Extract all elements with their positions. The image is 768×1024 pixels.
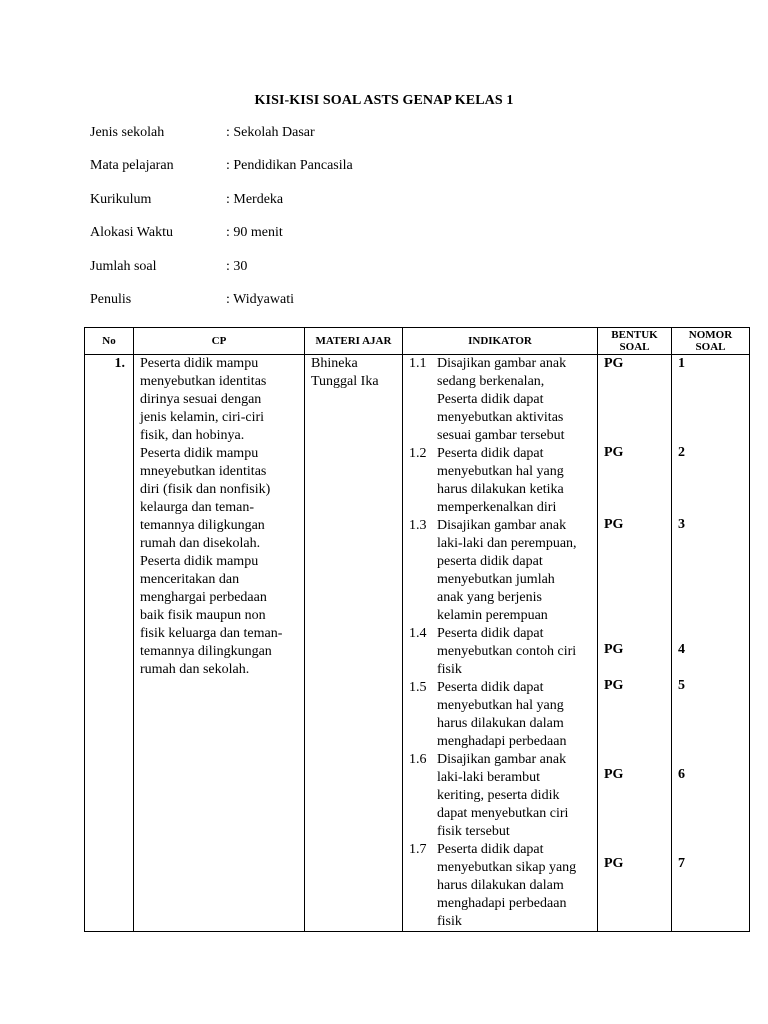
bentuk-soal-value: PG — [604, 767, 624, 782]
indikator-line: Disajikan gambar anak — [437, 356, 567, 371]
indikator-text — [437, 517, 597, 625]
cp-line: Peserta didik mampu — [140, 554, 259, 569]
indikator-line: kelamin perempuan — [437, 608, 548, 623]
header-bentuk-soal — [598, 328, 672, 355]
cp-line: kelaurga dan teman- — [140, 500, 255, 515]
meta-value: : 30 — [226, 258, 248, 274]
cp-line: menyebutkan identitas — [140, 374, 267, 389]
materi-line: Tunggal Ika — [311, 374, 379, 389]
document-title: KISI-KISI SOAL ASTS GENAP KELAS 1 — [254, 93, 514, 108]
indikator-text — [437, 445, 597, 517]
header-cp: CP — [134, 328, 305, 355]
indikator-item — [403, 679, 597, 751]
header-line: NOMOR — [688, 329, 733, 341]
cp-line: fisik keluarga dan teman- — [140, 626, 283, 641]
indikator-line: menyebutkan sikap yang — [437, 860, 577, 875]
meta-label: Jenis sekolah — [90, 125, 165, 140]
indikator-item — [403, 625, 597, 679]
row-number: 1. — [85, 355, 134, 932]
indikator-line: laki-laki dan perempuan, — [437, 536, 577, 551]
indikator-item — [403, 445, 597, 517]
indikator-text — [437, 679, 597, 751]
cp-line: rumah dan sekolah. — [140, 662, 250, 677]
indikator-text — [437, 841, 597, 931]
indikator-line: Peserta didik dapat — [437, 392, 544, 407]
indikator-line: memperkenalkan diri — [437, 500, 557, 515]
indikator-line: Disajikan gambar anak — [437, 518, 567, 533]
bentuk-soal-value: PG — [604, 445, 624, 460]
indikator-line: Peserta didik dapat — [437, 446, 544, 461]
header-nomor-soal — [672, 328, 750, 355]
nomor-soal-value: 7 — [678, 856, 685, 871]
meta-value: : 90 menit — [226, 225, 283, 241]
indikator-line: fisik tersebut — [437, 824, 510, 839]
cp-line: mneyebutkan identitas — [140, 464, 267, 479]
nomor-soal-cell — [672, 355, 750, 932]
indikator-line: menghadapi perbedaan — [437, 734, 567, 749]
cp-line: menceritakan dan — [140, 572, 240, 587]
bentuk-soal-value: PG — [604, 856, 624, 871]
header-line: SOAL — [695, 341, 726, 353]
nomor-soal-value: 5 — [678, 678, 685, 693]
indikator-text — [437, 355, 597, 445]
indikator-number: 1.6 — [409, 752, 427, 767]
indikator-line: menyebutkan aktivitas — [437, 410, 564, 425]
bentuk-soal-value: PG — [604, 642, 624, 657]
header-line: BENTUK — [611, 329, 658, 341]
indikator-line: sesuai gambar tersebut — [437, 428, 565, 443]
meta-value: : Widyawati — [226, 291, 294, 307]
header-no: No — [85, 328, 134, 355]
indikator-line: menyebutkan hal yang — [437, 698, 564, 713]
indikator-line: anak yang berjenis — [437, 590, 542, 605]
indikator-text — [437, 751, 597, 841]
cp-line: dirinya sesuai dengan — [140, 392, 262, 407]
indikator-line: harus dilakukan dalam — [437, 716, 564, 731]
indikator-item — [403, 841, 597, 931]
bentuk-soal-value: PG — [604, 356, 624, 371]
table-header-row — [85, 328, 750, 355]
nomor-soal-value: 2 — [678, 445, 685, 460]
indikator-cell — [403, 355, 598, 932]
meta-value: : Merdeka — [226, 191, 284, 207]
cp-line: diri (fisik dan nonfisik) — [140, 482, 271, 497]
nomor-soal-value: 6 — [678, 767, 685, 782]
meta-label: Kurikulum — [90, 191, 152, 207]
cp-line: temannya diligkungan — [140, 518, 265, 533]
indikator-number: 1.2 — [409, 446, 427, 461]
indikator-line: Disajikan gambar anak — [437, 752, 567, 767]
indikator-line: keriting, peserta didik — [437, 788, 560, 803]
indikator-number: 1.3 — [409, 518, 427, 533]
indikator-number: 1.4 — [409, 626, 427, 641]
bentuk-soal-cell — [598, 355, 672, 932]
indikator-item — [403, 355, 597, 445]
indikator-line: fisik — [437, 914, 462, 929]
indikator-line: menyebutkan jumlah — [437, 572, 555, 587]
cp-line: temannya dilingkungan — [140, 644, 272, 659]
indikator-line: fisik — [437, 662, 462, 677]
indikator-line: harus dilakukan dalam — [437, 878, 564, 893]
header-materi-ajar: MATERI AJAR — [305, 328, 403, 355]
header-indikator: INDIKATOR — [403, 328, 598, 355]
cp-line: baik fisik maupun non — [140, 608, 266, 623]
kisi-kisi-table — [84, 327, 750, 932]
indikator-number: 1.5 — [409, 680, 427, 695]
meta-value: : Sekolah Dasar — [226, 125, 315, 140]
meta-label: Penulis — [90, 291, 132, 307]
meta-value: : Pendidikan Pancasila — [226, 158, 353, 174]
indikator-item — [403, 751, 597, 841]
cp-line: fisik, dan hobinya. — [140, 428, 245, 443]
meta-label: Mata pelajaran — [90, 158, 174, 174]
materi-ajar-cell — [305, 355, 403, 932]
header-line: SOAL — [619, 341, 650, 353]
cp-line: jenis kelamin, ciri-ciri — [140, 410, 265, 425]
indikator-line: menyebutkan contoh ciri — [437, 644, 577, 659]
indikator-item — [403, 517, 597, 625]
indikator-line: Peserta didik dapat — [437, 842, 544, 857]
cp-line: menghargai perbedaan — [140, 590, 267, 605]
indikator-line: sedang berkenalan, — [437, 374, 545, 389]
meta-label: Jumlah soal — [90, 258, 157, 274]
nomor-soal-value: 1 — [678, 356, 685, 371]
indikator-line: harus dilakukan ketika — [437, 482, 564, 497]
indikator-text — [437, 625, 597, 679]
cp-line: Peserta didik mampu — [140, 356, 259, 371]
bentuk-soal-value: PG — [604, 517, 624, 532]
meta-label: Alokasi Waktu — [90, 225, 173, 241]
indikator-number: 1.7 — [409, 842, 427, 857]
indikator-line: menyebutkan hal yang — [437, 464, 564, 479]
indikator-line: dapat menyebutkan ciri — [437, 806, 569, 821]
indikator-line: Peserta didik dapat — [437, 626, 544, 641]
bentuk-soal-value: PG — [604, 678, 624, 693]
cp-line: Peserta didik mampu — [140, 446, 259, 461]
indikator-line: laki-laki berambut — [437, 770, 541, 785]
nomor-soal-value: 3 — [678, 517, 685, 532]
indikator-line: peserta didik dapat — [437, 554, 543, 569]
indikator-number: 1.1 — [409, 356, 427, 371]
cp-cell — [134, 355, 305, 932]
materi-line: Bhineka — [311, 356, 358, 371]
indikator-line: Peserta didik dapat — [437, 680, 544, 695]
cp-line: rumah dan disekolah. — [140, 536, 261, 551]
nomor-soal-value: 4 — [678, 642, 685, 657]
indikator-line: menghadapi perbedaan — [437, 896, 567, 911]
table-row — [85, 355, 750, 932]
